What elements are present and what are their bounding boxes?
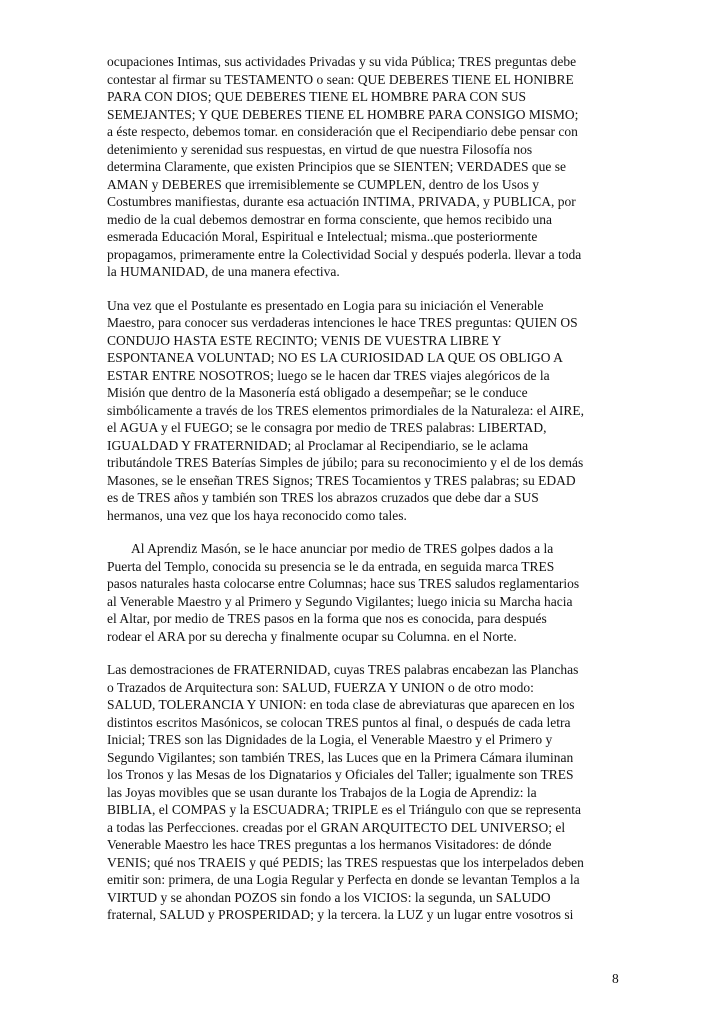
text-line: Las demostraciones de FRATERNIDAD, cuyas TRES palabras encabezan las Planchas bbox=[107, 662, 579, 677]
text-line: VENIS; qué nos TRAEIS y qué PEDIS; las TRES respuestas que los interpelados deben bbox=[107, 854, 584, 870]
text-line: a todas las Perfecciones. creadas por el GRAN ARQUITECTO DEL UNIVERSO; el bbox=[107, 819, 566, 835]
body-paragraph bbox=[107, 53, 627, 281]
text-line: Maestro, para conocer sus verdaderas intenciones le hace TRES preguntas: QUIEN OS bbox=[107, 315, 578, 330]
document-body bbox=[107, 53, 627, 940]
text-line: tributándole TRES Baterías Simples de júbilo; para su reconocimiento y el de los demás bbox=[107, 455, 584, 470]
text-line: PARA CON DIOS; QUE DEBERES TIENE EL HOMBRE PARA CON SUS bbox=[107, 89, 527, 104]
body-paragraph bbox=[107, 297, 627, 525]
text-line: ocupaciones Intimas, sus actividades Privadas y su vida Pública; TRES preguntas debe bbox=[107, 54, 577, 69]
text-line: los Tronos y las Mesas de los Dignatarios y Oficiales del Taller; igualmente son TRES bbox=[107, 767, 574, 782]
text-line: AMAN y DEBERES que irremisiblemente se CUMPLEN, dentro de los Usos y bbox=[107, 176, 539, 192]
text-line: simbólicamente a través de los TRES elementos primordiales de la Naturaleza: el AIRE, bbox=[107, 402, 584, 418]
text-line: determina Claramente, que existen Principios que se SIENTEN; VERDADES que se bbox=[107, 159, 567, 174]
text-line: pasos naturales hasta colocarse entre Columnas; hace sus TRES saludos reglamentarios bbox=[107, 576, 580, 591]
text-line: emitir son: primera, de una Logia Regular y Perfecta en donde se levantan Templos a la bbox=[107, 872, 580, 887]
text-line: la HUMANIDAD, de una manera efectiva. bbox=[107, 264, 340, 279]
text-line: CONDUJO HASTA ESTE RECINTO; VENIS DE VUESTRA LIBRE Y bbox=[107, 332, 502, 348]
text-line: SEMEJANTES; Y QUE DEBERES TIENE EL HOMBRE PARA CONSIGO MISMO; bbox=[107, 106, 579, 122]
text-line: IGUALDAD Y FRATERNIDAD; al Proclamar al Recipendiario, se le aclama bbox=[107, 437, 529, 453]
text-line: Misión que dentro de la Masonería está obligado a desempeñar; se le conduce bbox=[107, 385, 528, 400]
text-line: el Altar, por medio de TRES pasos en la forma que nos es conocida, para después bbox=[107, 611, 547, 626]
text-line: BIBLIA, el COMPAS y la ESCUADRA; TRIPLE es el Triángulo con que se representa bbox=[107, 802, 581, 817]
text-line: SALUD, TOLERANCIA Y UNION: en toda clase de abreviaturas que aparecen en los bbox=[107, 697, 575, 712]
body-paragraph bbox=[107, 661, 627, 924]
text-line: fraternal, SALUD y PROSPERIDAD; y la tercera. la LUZ y un lugar entre vosotros si bbox=[107, 907, 574, 922]
text-line: Puerta del Templo, conocida su presencia se le da entrada, en seguida marca TRES bbox=[107, 558, 555, 574]
text-line: ESTAR ENTRE NOSOTROS; luego se le hacen dar TRES viajes alegóricos de la bbox=[107, 367, 550, 383]
text-line: a éste respecto, debemos tomar. en consideración que el Recipendiario debe pensar con bbox=[107, 124, 578, 139]
text-line: contestar al firmar su TESTAMENTO o sean: QUE DEBERES TIENE EL HONIBRE bbox=[107, 71, 574, 87]
text-line: Al Aprendiz Masón, se le hace anunciar por medio de TRES golpes dados a la bbox=[131, 541, 554, 556]
text-line: al Venerable Maestro y al Primero y Segundo Vigilantes; luego inicia su Marcha hacia bbox=[107, 593, 573, 609]
text-line: propagamos, primeramente entre la Colectividad Social y después poderla. llevar a toda bbox=[107, 246, 582, 262]
text-line: el AGUA y el FUEGO; se le consagra por medio de TRES palabras: LIBERTAD, bbox=[107, 420, 547, 435]
text-line: es de TRES años y también son TRES los abrazos cruzados que debe dar a SUS bbox=[107, 490, 539, 505]
text-line: Una vez que el Postulante es presentado en Logia para su iniciación el Venerable bbox=[107, 297, 544, 313]
page-number: 8 bbox=[612, 971, 619, 986]
text-line: detenimiento y serenidad sus respuestas, en virtud de que nuestra Filosofía nos bbox=[107, 141, 533, 157]
text-line: Masones, se le enseñan TRES Signos; TRES Tocamientos y TRES palabras; su EDAD bbox=[107, 472, 576, 488]
text-line: esmerada Educación Moral, Espiritual e Intelectual; misma..que posteriormente bbox=[107, 229, 538, 244]
text-line: o Trazados de Arquitectura son: SALUD, FUERZA Y UNION o de otro modo: bbox=[107, 679, 534, 695]
text-line: Costumbres manifiestas, durante esa actuación INTIMA, PRIVADA, y PUBLICA, por bbox=[107, 194, 576, 209]
text-line: hermanos, una vez que los haya reconocido como tales. bbox=[107, 507, 407, 523]
text-line: medio de la cual debemos demostrar en forma consciente, que hemos recibido una bbox=[107, 211, 552, 227]
body-paragraph bbox=[107, 540, 627, 645]
text-line: rodear el ARA por su derecha y finalmente ocupar su Columna. en el Norte. bbox=[107, 628, 517, 644]
text-line: distintos escritos Masónicos, se colocan TRES puntos al final, o después de cada letra bbox=[107, 714, 571, 730]
text-line: las Joyas movibles que se usan durante los Trabajos de la Logia de Aprendiz: la bbox=[107, 784, 537, 800]
text-line: Segundo Vigilantes; son también TRES, las Luces que en la Primera Cámara iluminan bbox=[107, 749, 574, 765]
text-line: VIRTUD y se ahondan POZOS sin fondo a los VICIOS: la segunda, un SALUDO bbox=[107, 889, 551, 905]
text-line: Venerable Maestro les hace TRES preguntas a los hermanos Visitadores: de dónde bbox=[107, 837, 552, 852]
text-line: ESPONTANEA VOLUNTAD; NO ES LA CURIOSIDAD LA QUE OS OBLIGO A bbox=[107, 350, 563, 365]
text-line: Inicial; TRES son las Dignidades de la Logia, el Venerable Maestro y el Primero y bbox=[107, 732, 553, 747]
